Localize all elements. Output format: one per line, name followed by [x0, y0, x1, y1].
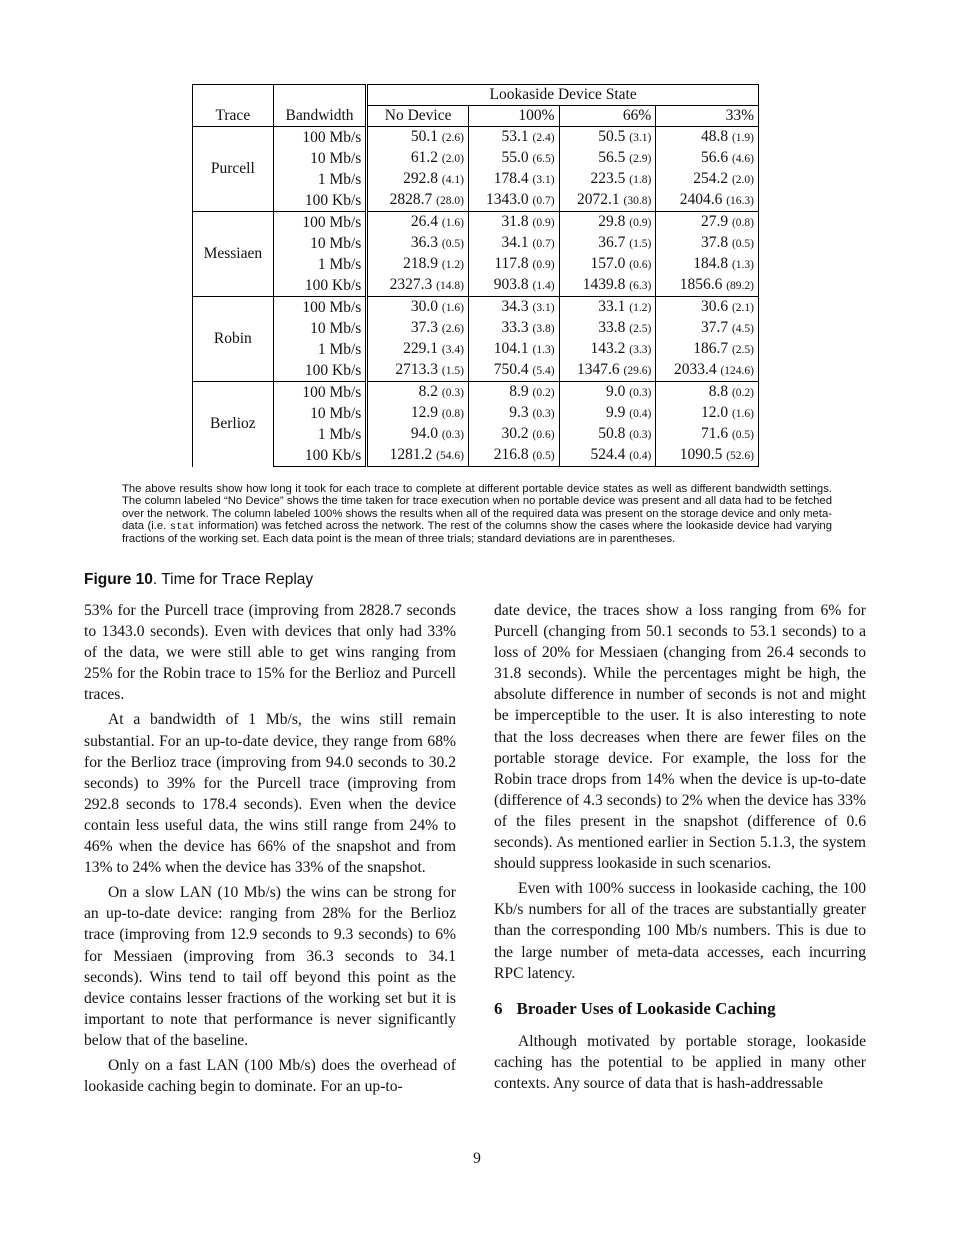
mean-value: 53.1 — [501, 128, 529, 145]
std-dev: (1.9) — [731, 132, 754, 144]
table-row — [193, 233, 759, 254]
mean-value: 30.0 — [410, 298, 438, 315]
value-cell — [656, 360, 759, 382]
col-header-no-device: No Device — [367, 106, 469, 127]
value-cell — [367, 318, 469, 339]
paragraph: Only on a fast LAN (100 Mb/s) does the overhead of lookaside caching begin to dominate. For an up-to- — [84, 1056, 456, 1096]
std-dev: (0.2) — [532, 387, 555, 399]
paragraph: Although motivated by portable storage, lookaside caching has the potential to be applied in many other contexts. Any source of data that is hash-addressable — [494, 1032, 866, 1092]
mean-value: 61.2 — [410, 149, 438, 166]
mean-value: 34.3 — [501, 298, 529, 315]
value-cell — [656, 233, 759, 254]
mean-value: 1281.2 — [389, 446, 433, 463]
mean-value: 1090.5 — [679, 446, 723, 463]
value-cell — [367, 382, 469, 404]
caption-code: stat — [169, 520, 195, 533]
left-column — [84, 600, 456, 1101]
col-header-33: 33% — [656, 106, 759, 127]
value-cell — [559, 254, 656, 275]
std-dev: (0.5) — [731, 238, 754, 250]
std-dev: (2.0) — [731, 174, 754, 186]
mean-value: 50.8 — [598, 425, 626, 442]
value-cell — [468, 403, 559, 424]
mean-value: 2327.3 — [389, 276, 433, 293]
table-corner-2 — [273, 85, 367, 106]
table-row — [193, 318, 759, 339]
value-cell — [367, 190, 469, 212]
mean-value: 71.6 — [700, 425, 729, 442]
value-cell — [559, 318, 656, 339]
std-dev: (30.8) — [623, 195, 652, 207]
value-cell — [468, 148, 559, 169]
std-dev: (6.3) — [629, 280, 652, 292]
mean-value: 9.9 — [605, 404, 626, 421]
mean-value: 9.3 — [509, 404, 529, 421]
bandwidth-cell: 1 Mb/s — [273, 424, 367, 445]
bandwidth-cell: 100 Kb/s — [273, 190, 367, 212]
mean-value: 33.8 — [598, 319, 626, 336]
value-cell — [559, 403, 656, 424]
figure-title-text: . Time for Trace Replay — [152, 571, 314, 588]
mean-value: 48.8 — [700, 128, 729, 145]
mean-value: 223.5 — [590, 170, 626, 187]
value-cell — [559, 275, 656, 297]
mean-value: 218.9 — [403, 255, 438, 272]
std-dev: (124.6) — [720, 365, 754, 377]
std-dev: (0.9) — [629, 217, 652, 229]
value-cell — [559, 127, 656, 149]
mean-value: 143.2 — [590, 340, 626, 357]
value-cell — [559, 212, 656, 234]
table-row — [193, 382, 759, 404]
paragraph: 53% for the Purcell trace (improving from 2828.7 seconds to 1343.0 seconds). Even with devices that only had 33% of the data, we were still able to get wins ranging from 25% for the Robin trace to 15% for the Berlioz and Purcell traces. — [84, 602, 456, 704]
value-cell — [367, 275, 469, 297]
mean-value: 2828.7 — [389, 191, 433, 208]
value-cell — [559, 424, 656, 445]
bandwidth-cell: 100 Mb/s — [273, 212, 367, 234]
bandwidth-cell: 100 Kb/s — [273, 360, 367, 382]
value-cell — [367, 339, 469, 360]
value-cell — [468, 360, 559, 382]
trace-name-cell: Berlioz — [193, 382, 274, 467]
mean-value: 26.4 — [410, 213, 438, 230]
value-cell — [367, 169, 469, 190]
std-dev: (0.3) — [441, 387, 464, 399]
bandwidth-cell: 1 Mb/s — [273, 254, 367, 275]
value-cell — [559, 169, 656, 190]
value-cell — [656, 403, 759, 424]
value-cell — [656, 297, 759, 319]
mean-value: 8.9 — [509, 383, 529, 400]
std-dev: (0.7) — [532, 195, 555, 207]
std-dev: (2.1) — [731, 302, 754, 314]
std-dev: (1.6) — [441, 302, 464, 314]
right-column — [494, 600, 866, 1098]
std-dev: (3.4) — [441, 344, 464, 356]
bandwidth-cell: 1 Mb/s — [273, 339, 367, 360]
std-dev: (3.8) — [532, 323, 555, 335]
table-row — [193, 275, 759, 297]
mean-value: 2072.1 — [576, 191, 620, 208]
caption-text-1: The above results show how long it took for each trace to complete at different portable device states as well as different bandwidth settings. The column labeled “No Device” shows the time taken for trace execution when no portable device was present and all data had to be fetched over the network. The column labeled 100% shows the results when all of the required data was present on the storage device and only meta-data (i.e. — [122, 483, 832, 532]
value-cell — [367, 360, 469, 382]
std-dev: (3.1) — [629, 132, 652, 144]
value-cell — [656, 382, 759, 404]
value-cell — [656, 190, 759, 212]
value-cell — [468, 275, 559, 297]
std-dev: (0.9) — [532, 259, 555, 271]
std-dev: (1.5) — [441, 365, 464, 377]
mean-value: 37.3 — [410, 319, 438, 336]
section-number: 6 — [494, 998, 503, 1018]
std-dev: (0.2) — [731, 387, 754, 399]
std-dev: (0.6) — [629, 259, 652, 271]
std-dev: (29.6) — [623, 365, 652, 377]
value-cell — [367, 424, 469, 445]
bandwidth-cell: 100 Mb/s — [273, 127, 367, 149]
mean-value: 292.8 — [403, 170, 438, 187]
std-dev: (5.4) — [532, 365, 555, 377]
std-dev: (2.5) — [629, 323, 652, 335]
std-dev: (3.1) — [532, 174, 555, 186]
mean-value: 12.0 — [700, 404, 729, 421]
value-cell — [468, 127, 559, 149]
col-header-trace: Trace — [193, 106, 274, 127]
std-dev: (2.6) — [441, 132, 464, 144]
mean-value: 216.8 — [493, 446, 529, 463]
std-dev: (3.3) — [629, 344, 652, 356]
std-dev: (1.2) — [629, 302, 652, 314]
trace-name-cell: Robin — [193, 297, 274, 382]
value-cell — [367, 445, 469, 467]
mean-value: 1347.6 — [576, 361, 620, 378]
value-cell — [656, 445, 759, 467]
mean-value: 33.3 — [501, 319, 529, 336]
value-cell — [468, 233, 559, 254]
mean-value: 254.2 — [693, 170, 729, 187]
std-dev: (1.6) — [731, 408, 754, 420]
trace-name-cell: Messiaen — [193, 212, 274, 297]
paragraph: Even with 100% success in lookaside caching, the 100 Kb/s numbers for all of the traces are substantially greater than the corresponding 100 Mb/s numbers. This is due to the large number of meta-data accesses, each incurring RPC latency. — [494, 880, 866, 982]
value-cell — [559, 297, 656, 319]
mean-value: 8.2 — [418, 383, 438, 400]
value-cell — [367, 297, 469, 319]
value-cell — [559, 339, 656, 360]
mean-value: 50.1 — [410, 128, 438, 145]
value-cell — [656, 127, 759, 149]
mean-value: 229.1 — [403, 340, 438, 357]
table-corner — [193, 85, 274, 106]
value-cell — [559, 190, 656, 212]
table-row — [193, 190, 759, 212]
std-dev: (16.3) — [726, 195, 754, 207]
mean-value: 55.0 — [501, 149, 529, 166]
std-dev: (0.8) — [731, 217, 754, 229]
std-dev: (14.8) — [436, 280, 464, 292]
group-header: Lookaside Device State — [367, 85, 759, 106]
mean-value: 903.8 — [493, 276, 529, 293]
value-cell — [468, 212, 559, 234]
trace-name-cell: Purcell — [193, 127, 274, 212]
mean-value: 2033.4 — [673, 361, 717, 378]
std-dev: (1.6) — [441, 217, 464, 229]
std-dev: (0.3) — [441, 429, 464, 441]
mean-value: 8.8 — [708, 383, 729, 400]
table-row — [193, 445, 759, 467]
value-cell — [559, 148, 656, 169]
value-cell — [468, 318, 559, 339]
std-dev: (89.2) — [726, 280, 754, 292]
value-cell — [656, 212, 759, 234]
mean-value: 29.8 — [598, 213, 626, 230]
mean-value: 2404.6 — [679, 191, 723, 208]
section-title: Broader Uses of Lookaside Caching — [516, 998, 776, 1018]
value-cell — [468, 297, 559, 319]
bandwidth-cell: 1 Mb/s — [273, 169, 367, 190]
mean-value: 524.4 — [590, 446, 626, 463]
mean-value: 37.8 — [700, 234, 729, 251]
std-dev: (2.6) — [441, 323, 464, 335]
figure-label: Figure 10 — [84, 571, 153, 588]
std-dev: (0.3) — [532, 408, 555, 420]
value-cell — [367, 127, 469, 149]
caption-text-2: information) was fetched across the network. The rest of the columns show the cases where the lookaside device had varying fractions of the working set. Each data point is the mean of three trials; standard deviations are in parentheses. — [122, 519, 832, 546]
std-dev: (0.7) — [532, 238, 555, 250]
bandwidth-cell: 100 Mb/s — [273, 382, 367, 404]
std-dev: (0.6) — [532, 429, 555, 441]
mean-value: 184.8 — [693, 255, 729, 272]
mean-value: 37.7 — [700, 319, 729, 336]
mean-value: 178.4 — [493, 170, 529, 187]
mean-value: 186.7 — [693, 340, 729, 357]
mean-value: 30.2 — [501, 425, 529, 442]
mean-value: 56.6 — [700, 149, 729, 166]
paragraph: date device, the traces show a loss ranging from 6% for Purcell (changing from 50.1 seconds to 53.1 seconds) to a loss of 20% for Messiaen (changing from 26.4 seconds to 31.8 seconds). While the percentages might be high, the absolute difference in number of seconds is not and might be imperceptible to the user. It is also interesting to note that the loss decreases when there are fewer files on the portable storage device. For example, the loss for the Robin trace drops from 14% when the device is up-to-date (difference of 4.3 seconds) to 2% when the device has 33% of the files present in the snapshot (difference of 0.6 seconds). As mentioned earlier in Section 5.1.3, the system should suppress lookaside in such scenarios. — [494, 602, 866, 873]
value-cell — [367, 212, 469, 234]
mean-value: 36.3 — [410, 234, 438, 251]
mean-value: 36.7 — [598, 234, 626, 251]
value-cell — [367, 403, 469, 424]
std-dev: (2.9) — [629, 153, 652, 165]
bandwidth-cell: 100 Kb/s — [273, 445, 367, 467]
std-dev: (0.4) — [629, 408, 652, 420]
value-cell — [559, 360, 656, 382]
table-row — [193, 424, 759, 445]
mean-value: 31.8 — [501, 213, 529, 230]
col-header-100: 100% — [468, 106, 559, 127]
std-dev: (0.5) — [441, 238, 464, 250]
figure-title — [84, 571, 313, 589]
table-row — [193, 212, 759, 234]
std-dev: (2.0) — [441, 153, 464, 165]
value-cell — [559, 233, 656, 254]
value-cell — [656, 254, 759, 275]
page-number: 9 — [473, 1150, 481, 1167]
section-heading — [494, 998, 866, 1019]
bandwidth-cell: 10 Mb/s — [273, 403, 367, 424]
value-cell — [468, 445, 559, 467]
mean-value: 1343.0 — [486, 191, 529, 208]
value-cell — [468, 339, 559, 360]
mean-value: 30.6 — [700, 298, 729, 315]
value-cell — [656, 275, 759, 297]
std-dev: (0.3) — [629, 387, 652, 399]
mean-value: 33.1 — [598, 298, 626, 315]
value-cell — [468, 169, 559, 190]
mean-value: 1439.8 — [582, 276, 626, 293]
mean-value: 117.8 — [494, 255, 529, 272]
mean-value: 94.0 — [410, 425, 438, 442]
table-row — [193, 254, 759, 275]
std-dev: (52.6) — [726, 450, 754, 462]
mean-value: 56.5 — [598, 149, 626, 166]
std-dev: (3.1) — [532, 302, 555, 314]
std-dev: (1.2) — [441, 259, 464, 271]
std-dev: (6.5) — [532, 153, 555, 165]
mean-value: 1856.6 — [679, 276, 723, 293]
value-cell — [559, 445, 656, 467]
value-cell — [468, 190, 559, 212]
value-cell — [468, 424, 559, 445]
value-cell — [559, 382, 656, 404]
std-dev: (1.8) — [629, 174, 652, 186]
std-dev: (0.5) — [532, 450, 555, 462]
std-dev: (1.3) — [532, 344, 555, 356]
value-cell — [656, 339, 759, 360]
col-header-66: 66% — [559, 106, 656, 127]
bandwidth-cell: 10 Mb/s — [273, 148, 367, 169]
value-cell — [656, 318, 759, 339]
std-dev: (2.4) — [532, 132, 555, 144]
value-cell — [656, 424, 759, 445]
bandwidth-cell: 10 Mb/s — [273, 233, 367, 254]
bandwidth-cell: 100 Mb/s — [273, 297, 367, 319]
paragraph: On a slow LAN (10 Mb/s) the wins can be strong for an up-to-date device: ranging from 28% for the Berlioz trace (improving from 12.9 seconds to 9.3 seconds) to 6% for Messiaen (improving from 36.3 seconds to 34.1 seconds). Wins tend to tail off beyond this point as the device contains lesser fractions of the working set but it is important to note that performance is never significantly below that of the baseline. — [84, 884, 456, 1049]
std-dev: (54.6) — [436, 450, 464, 462]
value-cell — [367, 148, 469, 169]
table-row — [193, 127, 759, 149]
table-row — [193, 339, 759, 360]
table-row — [193, 297, 759, 319]
mean-value: 9.0 — [605, 383, 626, 400]
mean-value: 104.1 — [493, 340, 529, 357]
mean-value: 50.5 — [598, 128, 626, 145]
table-row — [193, 148, 759, 169]
mean-value: 34.1 — [501, 234, 529, 251]
table-row — [193, 403, 759, 424]
paragraph: At a bandwidth of 1 Mb/s, the wins still remain substantial. For an up-to-date device, they range from 68% for the Berlioz trace (improving from 94.0 seconds to 30.2 seconds) to 39% for the Purcell trace (improving from 292.8 seconds to 178.4 seconds). Even when the device contain less useful data, the wins still range from 24% to 46% when the device has 66% of the snapshot and from 13% to 24% when the device has 33% of the snapshot. — [84, 711, 456, 877]
mean-value: 12.9 — [410, 404, 438, 421]
mean-value: 750.4 — [493, 361, 529, 378]
figure-caption — [122, 483, 832, 545]
trace-replay-table — [192, 84, 759, 467]
std-dev: (4.5) — [731, 323, 754, 335]
std-dev: (1.5) — [629, 238, 652, 250]
bandwidth-cell: 10 Mb/s — [273, 318, 367, 339]
table-row — [193, 360, 759, 382]
std-dev: (1.3) — [731, 259, 754, 271]
table-row — [193, 169, 759, 190]
std-dev: (0.5) — [731, 429, 754, 441]
std-dev: (1.4) — [532, 280, 555, 292]
value-cell — [656, 148, 759, 169]
bandwidth-cell: 100 Kb/s — [273, 275, 367, 297]
value-cell — [367, 233, 469, 254]
std-dev: (2.5) — [731, 344, 754, 356]
value-cell — [656, 169, 759, 190]
std-dev: (0.8) — [441, 408, 464, 420]
value-cell — [367, 254, 469, 275]
std-dev: (0.4) — [629, 450, 652, 462]
std-dev: (4.1) — [441, 174, 464, 186]
value-cell — [468, 254, 559, 275]
std-dev: (0.9) — [532, 217, 555, 229]
std-dev: (4.6) — [731, 153, 754, 165]
std-dev: (28.0) — [436, 195, 464, 207]
std-dev: (0.3) — [629, 429, 652, 441]
mean-value: 2713.3 — [395, 361, 438, 378]
col-header-bandwidth: Bandwidth — [273, 106, 367, 127]
mean-value: 157.0 — [590, 255, 626, 272]
value-cell — [468, 382, 559, 404]
mean-value: 27.9 — [700, 213, 729, 230]
